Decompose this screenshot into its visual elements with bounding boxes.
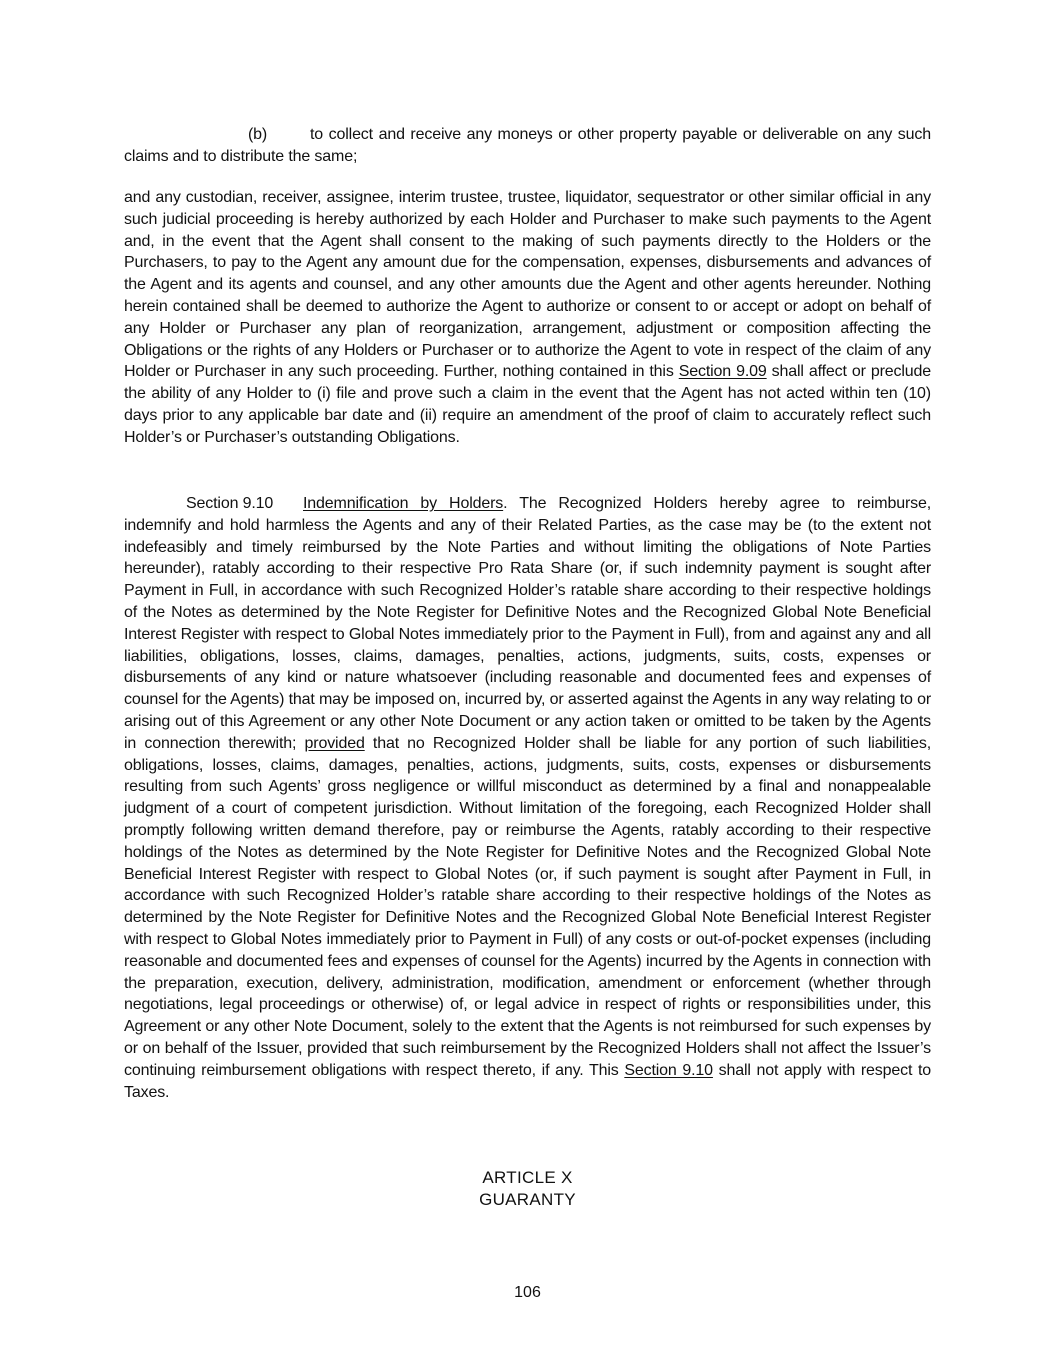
paragraph-b-label: (b) — [248, 126, 268, 143]
section-9-10-title: Indemnification by Holders — [303, 495, 504, 512]
section-9-10-part1: . The Recognized Holders hereby agree to reimburse, indemnify and hold harmless the Agents and any of their Related Parties, as the case may be (to the extent not indefeasibly and timely reimbursed by the Note Parties and without limiting the obligations of Note Parties hereunder), ratably according to their respective Pro Rata Share (or, if such indemnity payment is sought after Payment in Full, in accordance with such Recognized Holder’s ratable share according to their respective holdings of the Notes as determined by the Note Register for Definitive Notes and the Recognized Global Note Beneficial Interest Register with respect to Global Notes immediately prior to the Payment in Full), from and against any and all liabilities, obligations, losses, claims, damages, penalties, actions, judgments, suits, costs, expenses or disbursements of any kind or nature whatsoever (including reasonable and documented fees and expenses of counsel for the Agents) that may be imposed on, incurred by, or asserted against the Agents in any way relating to or arising out of this Agreement or any other Note Document or any action taken or omitted to be taken by the Agents in connection therewith; — [124, 495, 932, 752]
section-9-10-paragraph — [124, 493, 931, 1103]
section-9-10-number: Section 9.10 — [186, 495, 274, 512]
section-9-09-reference: Section 9.09 — [678, 363, 767, 381]
paragraph-b-text: to collect and receive any moneys or other property payable or deliverable on any such claims and to distribute the same; — [124, 126, 931, 165]
paragraph-continuation-part2: shall affect or preclude the ability of any Holder to (i) file and prove such a claim in the event that the Agent has not acted within ten (10) days prior to any applicable bar date and (ii) require an amendment of the proof of claim to accurately reflect such Holder’s or Purchaser’s outstanding Obligations. — [124, 363, 931, 446]
article-number: ARTICLE X — [482, 1168, 573, 1187]
section-9-10-part3: shall not apply with respect to Taxes. — [124, 1061, 931, 1101]
article-title: GUARANTY — [479, 1190, 576, 1209]
paragraph-continuation-part1: and any custodian, receiver, assignee, interim trustee, trustee, liquidator, sequestrator or other similar official in any such judicial proceeding is hereby authorized by each Holder and Purchaser to make such payments to the Agent and, in the event that the Agent shall consent to the making of such payments directly to the Holders or the Purchasers, to pay to the Agent any amount due for the compensation, expenses, disbursements and advances of the Agent and its agents and counsel, and any other amounts due the Agent and other agents hereunder. Nothing herein contained shall be deemed to authorize the Agent to authorize or consent to or accept or adopt on behalf of any Holder or Purchaser any plan of reorganization, arrangement, adjustment or composition affecting the Obligations or the rights of any Holders or Purchaser or to authorize the Agent to vote in respect of the claim of any Holder or Purchaser in any such proceeding. Further, nothing contained in this — [124, 189, 931, 381]
paragraph-b — [124, 124, 931, 168]
page-number: 106 — [514, 1284, 541, 1301]
section-9-10-part2: that no Recognized Holder shall be liable for any portion of such liabilities, obligations, losses, claims, damages, penalties, actions, judgments, suits, costs, expenses or disbursements resulting from such Agents’ gross negligence or willful misconduct as determined by a final and nonappealable judgment of a court of competent jurisdiction. Without limitation of the foregoing, each Recognized Holder shall promptly following written demand therefore, pay or reimburse the Agents, ratably according to their respective holdings of the Notes as determined by the Note Register for Definitive Notes and the Recognized Global Note Beneficial Interest Register with respect to Global Notes (or, if such payment is sought after Payment in Full, in accordance with such Recognized Holder’s ratable share according to their respective holdings of the Notes as determined by the Note Register for Definitive Notes and the Recognized Global Note Beneficial Interest Register with respect to Global Notes immediately prior to Payment in Full) of any costs or out-of-pocket expenses (including reasonable and documented fees and expenses of counsel for the Agents) incurred by the Agents in connection with the preparation, execution, delivery, administration, modification, amendment or enforcement (whether through negotiations, legal proceedings or otherwise) of, or legal advice in respect of rights or responsibilities under, this Agreement or any other Note Document, solely to the extent that the Agents is not reimbursed for such expenses by or on behalf of the Issuer, provided that such reimbursement by the Recognized Holders shall not affect the Issuer’s continuing reimbursement obligations with respect thereto, if any. This — [124, 734, 931, 1079]
paragraph-continuation — [124, 187, 931, 449]
section-9-10-reference: Section 9.10 — [624, 1061, 713, 1079]
provided-term: provided — [304, 734, 365, 752]
